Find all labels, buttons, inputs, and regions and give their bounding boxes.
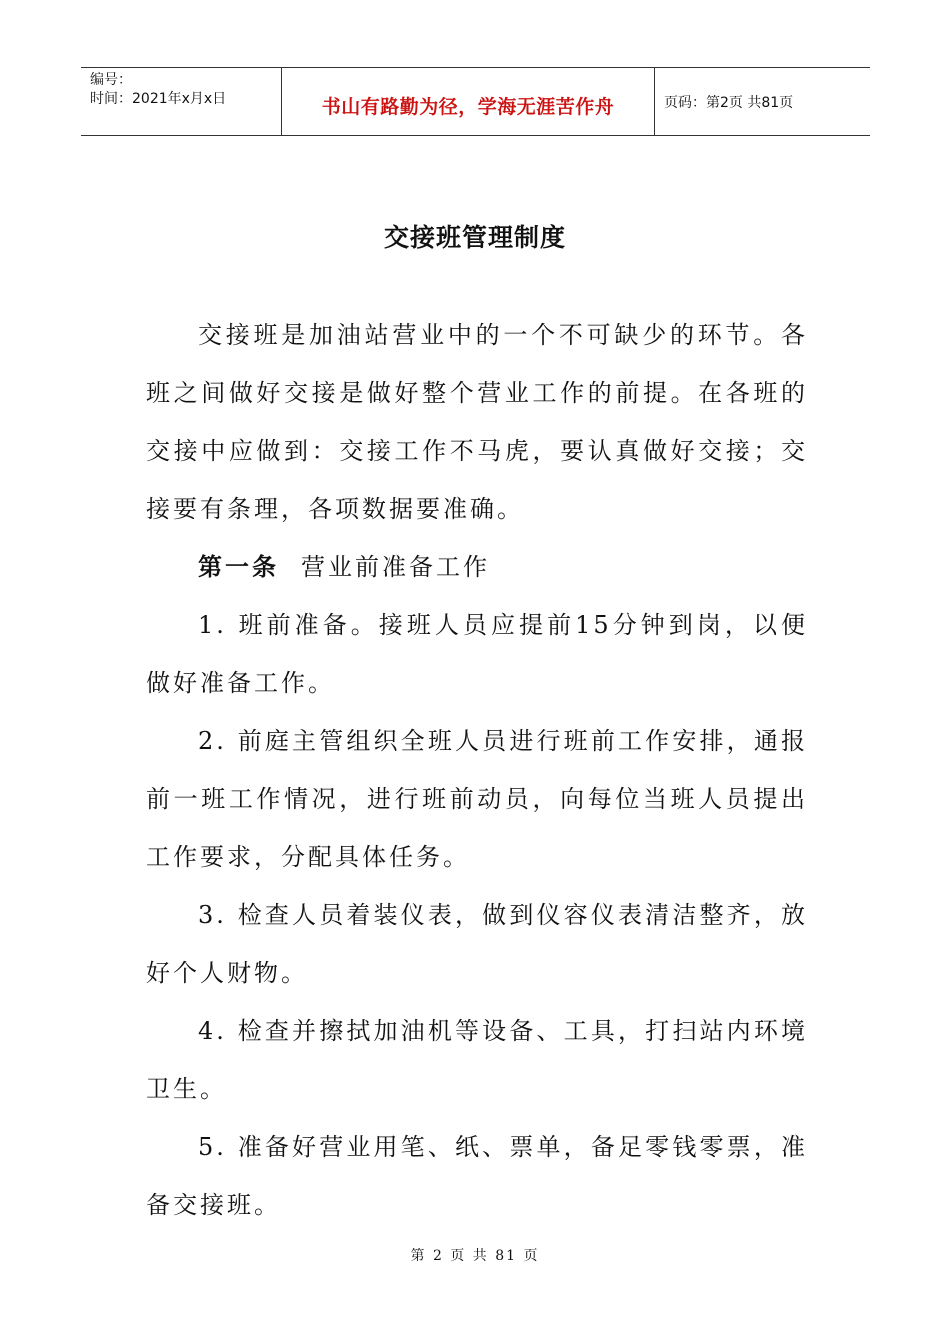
article-heading — [146, 538, 808, 596]
article-title: 营业前准备工作 — [301, 553, 490, 581]
document-title: 交接班管理制度 — [383, 223, 566, 252]
list-item: 3. 检查人员着装仪表，做到仪容仪表清洁整齐，放好个人财物。 — [146, 901, 808, 987]
page-footer: 第 2 页 共 81 页 — [410, 1248, 540, 1264]
page-header — [81, 67, 870, 136]
header-motto-cell — [282, 68, 655, 135]
list-item: 5. 准备好营业用笔、纸、票单，备足零钱零票，准备交接班。 — [146, 1133, 808, 1219]
list-item: 1. 班前准备。接班人员应提前15分钟到岗，以便做好准备工作。 — [146, 611, 808, 697]
list-item: 2. 前庭主管组织全班人员进行班前工作安排，通报前一班工作情况，进行班前动员，向每位当班人员提出工作要求，分配具体任务。 — [146, 727, 808, 871]
header-motto: 书山有路勤为径，学海无涯苦作舟 — [321, 96, 615, 118]
intro-paragraph: 交接班是加油站营业中的一个不可缺少的环节。各班之间做好交接是做好整个营业工作的前提。在各班的交接中应做到：交接工作不马虎，要认真做好交接；交接要有条理，各项数据要准确。 — [146, 321, 808, 523]
header-page-cell — [655, 68, 870, 135]
document-body — [146, 306, 808, 1234]
header-meta-cell — [81, 68, 282, 135]
document-date-label: 时间：2021年x月x日 — [90, 91, 227, 107]
document-number-label: 编号： — [90, 72, 132, 88]
header-page-info: 页码：第2页 共81页 — [664, 95, 794, 111]
article-number: 第一条 — [198, 553, 279, 581]
list-item: 4. 检查并擦拭加油机等设备、工具，打扫站内环境卫生。 — [146, 1017, 808, 1103]
